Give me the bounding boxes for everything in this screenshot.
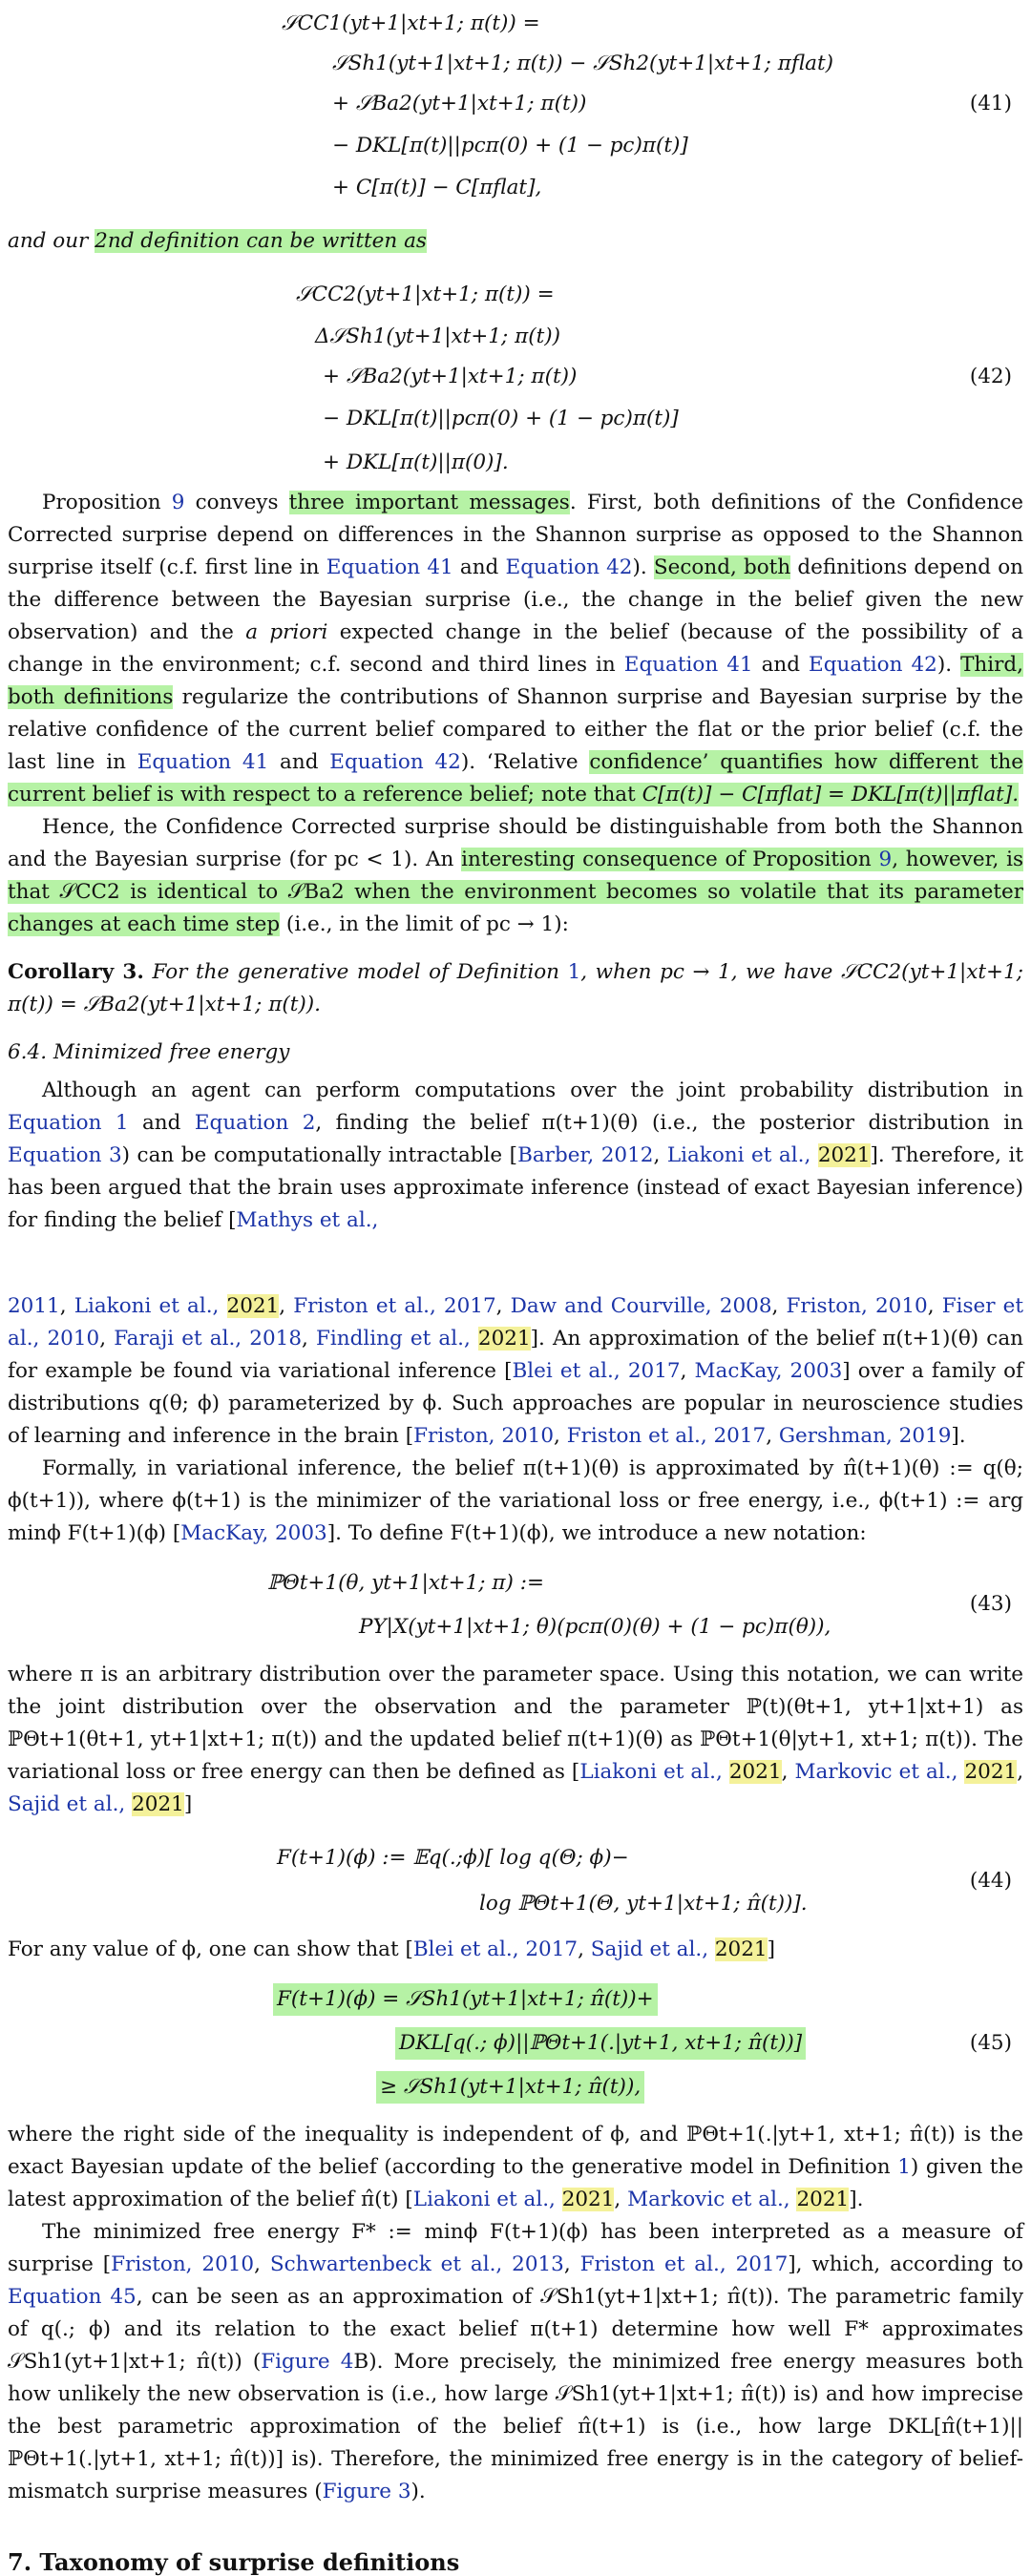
eq44-line1: F(t+1)(ϕ) := 𝔼q(.;ϕ)[ log q(Θ; ϕ)−: [277, 1846, 629, 1870]
subsection-title: 6.4. Minimized free energy: [8, 1040, 290, 1064]
equation-43: [8, 1550, 1023, 1655]
citation[interactable]: Friston et al., 2017: [566, 1424, 767, 1448]
citation[interactable]: Friston et al., 2017: [579, 2252, 789, 2276]
citation[interactable]: Liakoni et al.,: [74, 1294, 227, 1318]
link-definition-1b[interactable]: 1: [897, 2155, 911, 2179]
equation-44: [8, 1821, 1023, 1934]
link-proposition-9b[interactable]: 9: [878, 848, 893, 871]
citation[interactable]: Blei et al., 2017: [512, 1359, 681, 1383]
citation[interactable]: Friston, 2010: [413, 1424, 555, 1448]
paragraph-continued: 2011, Liakoni et al., 2021, Friston et al., 2017, Daw and Courville, 2008, Friston, 2010, Fiser et al., 2010, Faraji et al., 2018, Findling et al., 2021]. An approximation of the belief π(t+1)(θ) can for example be found via variational inference [Blei et al., 2017, MacKay, 2003] over a family of distributions q(θ; ϕ) parameterized by ϕ. Such approaches are popular in neuroscience studies of learning and inference in the brain [Friston, 2010, Friston et al., 2017, Gershman, 2019].: [8, 1294, 1024, 1448]
citation[interactable]: Markovic et al.,: [627, 2188, 797, 2211]
eq43-line1: ℙΘt+1(θ, yt+1|xt+1; π) :=: [267, 1571, 544, 1595]
link-equation-2[interactable]: Equation 2: [194, 1111, 316, 1135]
eq42-number: (42): [969, 365, 1012, 388]
citation[interactable]: Sajid et al.,: [8, 1792, 133, 1816]
equation-45: [8, 1966, 1023, 2113]
eq41-number: (41): [969, 92, 1012, 115]
eq42-line1: 𝒮CC2(yt+1|xt+1; π(t)) =: [296, 283, 555, 306]
eq42-line5: + DKL[π(t)||π(0)].: [323, 450, 509, 474]
citation[interactable]: Liakoni et al.,: [666, 1143, 818, 1167]
eq44-number: (44): [969, 1869, 1012, 1893]
citation[interactable]: 2011: [8, 1294, 60, 1318]
link-equation-3[interactable]: Equation 3: [8, 1143, 122, 1167]
citation[interactable]: Barber, 2012: [517, 1143, 654, 1167]
link-proposition-9[interactable]: 9: [171, 491, 185, 514]
eq41-line5: + C[π(t)] − C[πflat],: [332, 176, 542, 199]
link-equation-1[interactable]: Equation 1: [8, 1111, 129, 1135]
citation[interactable]: MacKay, 2003: [694, 1359, 843, 1383]
eq43-line2: PY|X(yt+1|xt+1; θ)(pcπ(0)(θ) + (1 − pc)π(θ)),: [359, 1615, 831, 1639]
eq42-line3: + 𝒮Ba2(yt+1|xt+1; π(t)): [323, 365, 578, 388]
link-equation-45[interactable]: Equation 45: [8, 2285, 137, 2309]
citation[interactable]: Friston, 2010: [111, 2252, 255, 2276]
eq44-line2: log ℙΘt+1(Θ, yt+1|xt+1; π̂(t))].: [479, 1892, 808, 1916]
paragraph-any-value: For any value of ϕ, one can show that [Blei et al., 2017, Sajid et al., 2021]: [8, 1937, 775, 1961]
eq41-line4: − DKL[π(t)||pcπ(0) + (1 − pc)π(t)]: [332, 134, 688, 157]
citation[interactable]: Blei et al., 2017: [412, 1937, 579, 1961]
eq42-line4: − DKL[π(t)||pcπ(0) + (1 − pc)π(t)]: [323, 407, 679, 430]
link-equation-41c[interactable]: Equation 41: [137, 750, 269, 774]
eq41-line1: 𝒮CC1(yt+1|xt+1; π(t)) =: [282, 11, 540, 35]
highlight: 2nd definition can be written as: [95, 229, 427, 253]
eq45-line3: ≥ 𝒮Sh1(yt+1|xt+1; π̂(t)),: [376, 2071, 644, 2104]
paragraph-right-side: where the right side of the inequality is independent of ϕ, and ℙΘt+1(.|yt+1, xt+1; π̂(t)) is the exact Bayesian update of the belief (according to the generative model in Definition 1) given the latest approximation of the belief π̂(t) [Liakoni et al., 2021, Markovic et al., 2021].: [8, 2123, 1023, 2211]
paragraph-joint-probability: Although an agent can perform computations over the joint probability distribution in Equation 1 and Equation 2, finding the belief π(t+1)(θ) (i.e., the posterior distribution in Equation 3) can be computationally intractable [Barber, 2012, Liakoni et al., 2021]. Therefore, it has been argued that the brain uses approximate inference (instead of exact Bayesian inference) for finding the belief [Mathys et al.,: [8, 1079, 1023, 1232]
eq45-line1: F(t+1)(ϕ) = 𝒮Sh1(yt+1|xt+1; π̂(t))+: [273, 1983, 658, 2016]
link-equation-42b[interactable]: Equation 42: [809, 653, 937, 677]
eq41-line2: 𝒮Sh1(yt+1|xt+1; π(t)) − 𝒮Sh2(yt+1|xt+1; πflat): [332, 52, 834, 75]
citation[interactable]: Daw and Courville, 2008: [510, 1294, 772, 1318]
link-definition-1[interactable]: 1: [567, 960, 581, 984]
section-title: 7. Taxonomy of surprise definitions: [8, 2548, 460, 2576]
citation[interactable]: Liakoni et al.,: [579, 1760, 729, 1784]
citation[interactable]: Faraji et al., 2018: [114, 1327, 303, 1351]
citation[interactable]: Gershman, 2019: [778, 1424, 952, 1448]
paragraph-where-pi: where π is an arbitrary distribution over the parameter space. Using this notation, we can write the joint distribution over the observation and the parameter ℙ(t)(θt+1, yt+1|xt+1) as ℙΘt+1(θt+1, yt+1|xt+1; π(t)) and the updated belief π(t+1)(θ) as ℙΘt+1(θ|yt+1, xt+1; π(t)). The variational loss or free energy can then be defined as [Liakoni et al., 2021, Markovic et al., 2021, Sajid et al., 2021]: [8, 1663, 1024, 1816]
citation[interactable]: Fiser et al., 2010: [8, 1294, 1024, 1351]
corollary-3: Corollary 3. For the generative model of Definition 1, when pc → 1, we have 𝒮CC2(yt+1|xt+1; π(t)) = 𝒮Ba2(yt+1|xt+1; π(t)).: [8, 960, 1023, 1016]
link-equation-42[interactable]: Equation 42: [505, 555, 633, 579]
equation-41: [8, 0, 1023, 225]
eq41-line3: + 𝒮Ba2(yt+1|xt+1; π(t)): [332, 92, 587, 115]
citation[interactable]: Friston, 2010: [786, 1294, 928, 1318]
link-equation-41b[interactable]: Equation 41: [623, 653, 753, 677]
page-gap: [8, 1237, 1023, 1290]
citation[interactable]: Findling et al.,: [316, 1327, 478, 1351]
eq43-number: (43): [969, 1592, 1012, 1616]
paragraph-proposition-9: Proposition 9 conveys three important messages. First, both definitions of the Confidence Corrected surprise depend on differences in the Shannon surprise as opposed to the Shannon surprise itself (c.f. first line in Equation 41 and Equation 42). Second, both definitions depend on the difference between the Bayesian surprise (i.e., the change in the belief given the new observation) and the a priori expected change in the belief (because of the possibility of a change in the environment; c.f. second and third lines in Equation 41 and Equation 42). Third, both definitions regularize the contributions of Shannon surprise and Bayesian surprise by the relative confidence of the current belief compared to either the flat or the prior belief (c.f. the last line in Equation 41 and Equation 42). ‘Relative confidence’ quantifies how different the current belief is with respect to a reference belief; note that C[π(t)] − C[πflat] = DKL[π(t)||πflat].: [8, 491, 1024, 806]
citation[interactable]: Markovic et al.,: [794, 1760, 965, 1784]
citation[interactable]: Liakoni et al.,: [412, 2188, 562, 2211]
citation[interactable]: Mathys et al.,: [236, 1208, 379, 1232]
link-figure-3[interactable]: Figure 3: [322, 2480, 411, 2503]
citation[interactable]: MacKay, 2003: [180, 1521, 327, 1545]
intro-2nd-definition: and our 2nd definition can be written as: [8, 229, 427, 253]
equation-42: [8, 258, 1023, 483]
paragraph-minimized-free-energy: The minimized free energy F* := minϕ F(t+1)(ϕ) has been interpreted as a measure of surprise [Friston, 2010, Schwartenbeck et al., 2013, Friston et al., 2017], which, according to Equation 45, can be seen as an approximation of 𝒮Sh1(yt+1|xt+1; π̂(t)). The parametric family of q(.; ϕ) and its relation to the exact belief π(t+1) determine how well F* approximates 𝒮Sh1(yt+1|xt+1; π̂(t)) (Figure 4B). More precisely, the minimized free energy measures both how unlikely the new observation is (i.e., how large 𝒮Sh1(yt+1|xt+1; π̂(t)) is) and how imprecise the best parametric approximation of the belief π̂(t+1) is (i.e., how large DKL[π̂(t+1)||ℙΘt+1(.|yt+1, xt+1; π̂(t))] is). Therefore, the minimized free energy is in the category of belief-mismatch surprise measures (Figure 3).: [8, 2220, 1024, 2503]
link-equation-41[interactable]: Equation 41: [326, 555, 453, 579]
eq45-number: (45): [969, 2031, 1012, 2055]
paragraph-hence: Hence, the Confidence Corrected surprise should be distinguishable from both the Shannon and the Bayesian surprise (for pc < 1). An interesting consequence of Proposition 9, however, is that 𝒮CC2 is identical to 𝒮Ba2 when the environment becomes so volatile that its parameter changes at each time step (i.e., in the limit of pc → 1):: [8, 815, 1024, 936]
link-equation-42c[interactable]: Equation 42: [329, 750, 461, 774]
link-figure-4[interactable]: Figure 4: [261, 2350, 354, 2374]
eq42-line2: Δ𝒮Sh1(yt+1|xt+1; π(t)): [315, 325, 561, 348]
citation[interactable]: Friston et al., 2017: [293, 1294, 496, 1318]
citation[interactable]: Sajid et al.,: [590, 1937, 715, 1961]
eq45-line2: DKL[q(.; ϕ)||ℙΘt+1(.|yt+1, xt+1; π̂(t))]: [395, 2027, 806, 2060]
paragraph-formally: Formally, in variational inference, the belief π(t+1)(θ) is approximated by π̂(t+1)(θ) := q(θ; ϕ(t+1)), where ϕ(t+1) is the minimizer of the variational loss or free energy, i.e., ϕ(t+1) := arg minϕ F(t+1)(ϕ) [MacKay, 2003]. To define F(t+1)(ϕ), we introduce a new notation:: [8, 1456, 1023, 1545]
citation[interactable]: Schwartenbeck et al., 2013: [269, 2252, 564, 2276]
